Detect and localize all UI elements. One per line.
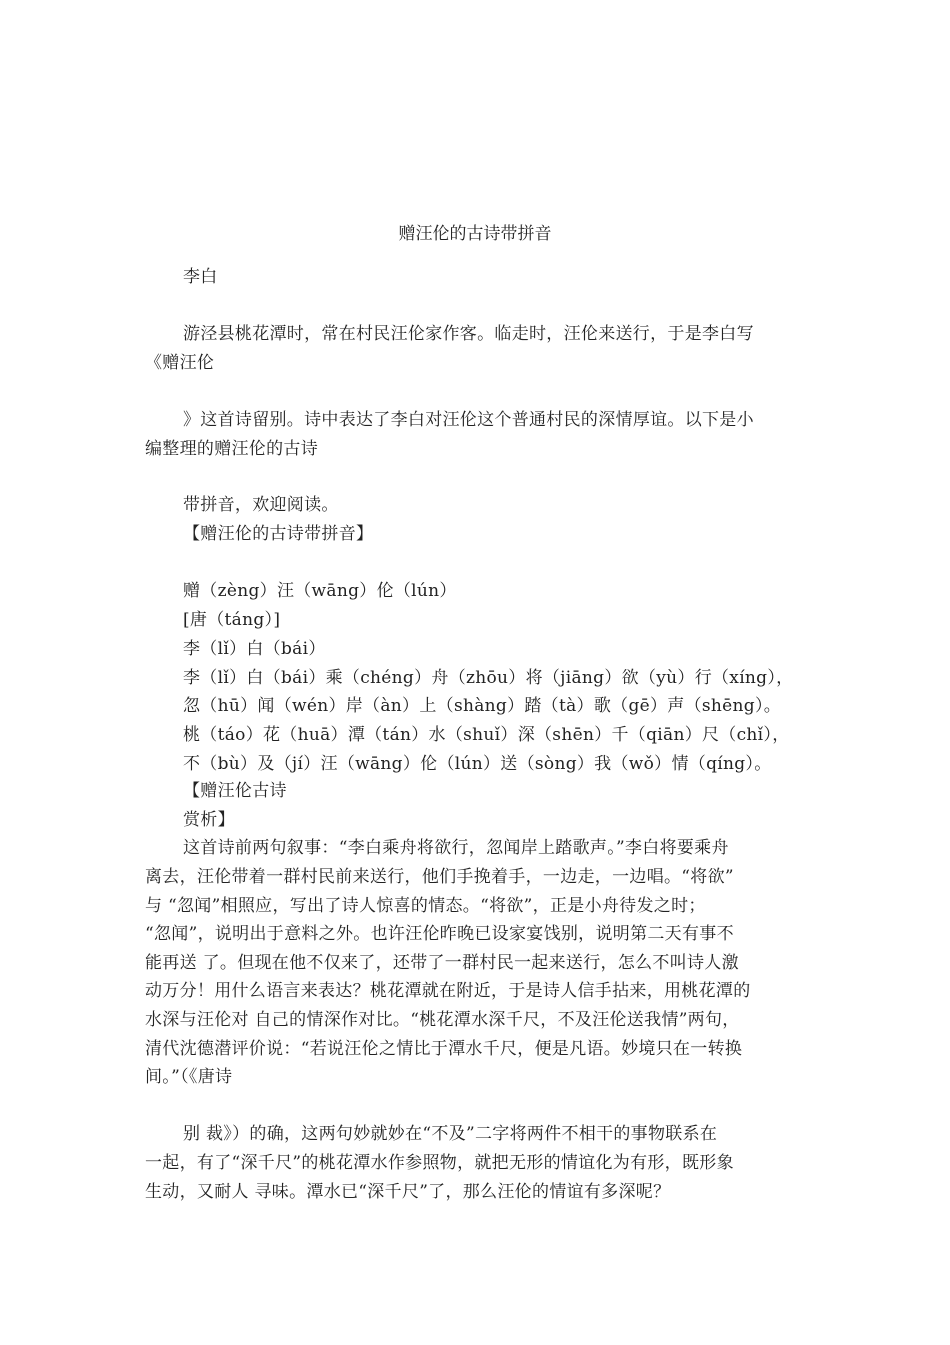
author-name: 李白 xyxy=(183,267,218,287)
poem-line: 忽（hū）闻（wén）岸（àn）上（shàng）踏（tà）歌（gē）声（shēng）。 xyxy=(183,696,782,716)
poem-line: 李（lǐ）白（bái）乘（chéng）舟（zhōu）将（jiāng）欲（yù）行（xíng）， xyxy=(183,668,794,688)
intro-line: 》这首诗留别。诗中表达了李白对汪伦这个普通村民的深情厚谊。以下是小 xyxy=(183,410,754,430)
appreciation-line: “忽闻”，说明出于意料之外。也许汪伦昨晚已设家宴饯别，说明第二天有事不 xyxy=(145,924,734,944)
appreciation-line: 间。”（《唐诗 xyxy=(145,1067,233,1087)
intro-line: 带拼音，欢迎阅读。 xyxy=(183,495,339,515)
appreciation-line: 别 裁》）的确，这两句妙就妙在“不及”二字将两件不相干的事物联系在 xyxy=(183,1124,718,1144)
poem-dynasty: [唐（táng）] xyxy=(183,610,281,630)
intro-line: 编整理的赠汪伦的古诗 xyxy=(145,439,318,459)
appreciation-line: 动万分！用什么语言来表达？桃花潭就在附近，于是诗人信手拈来，用桃花潭的 xyxy=(145,981,751,1001)
intro-line: 游泾县桃花潭时，常在村民汪伦家作客。临走时，汪伦来送行，于是李白写 xyxy=(183,324,754,344)
appreciation-line: 与 “忽闻”相照应，写出了诗人惊喜的情态。“将欲”，正是小舟待发之时； xyxy=(145,896,706,916)
section-heading: 【赠汪伦的古诗带拼音】 xyxy=(183,524,374,544)
appreciation-line: 水深与汪伦对 自己的情深作对比。“桃花潭水深千尺，不及汪伦送我情”两句， xyxy=(145,1010,740,1030)
poem-line: 桃（táo）花（huā）潭（tán）水（shuǐ）深（shēn）千（qiān）尺（chǐ）， xyxy=(183,725,790,745)
appreciation-line: 一起，有了“深千尺”的桃花潭水作参照物，就把无形的情谊化为有形，既形象 xyxy=(145,1153,734,1173)
poem-line: 不（bù）及（jí）汪（wāng）伦（lún）送（sòng）我（wǒ）情（qíng）。 xyxy=(183,754,772,774)
appreciation-line: 清代沈德潜评价说：“若说汪伦之情比于潭水千尺，便是凡语。妙境只在一转换 xyxy=(145,1039,743,1059)
appreciation-heading: 【赠汪伦古诗 xyxy=(183,781,287,801)
poem-title-pinyin: 赠（zèng）汪（wāng）伦（lún） xyxy=(183,581,457,601)
intro-line: 《赠汪伦 xyxy=(145,353,215,373)
page-title: 赠汪伦的古诗带拼音 xyxy=(398,224,552,244)
appreciation-line: 这首诗前两句叙事：“李白乘舟将欲行，忽闻岸上踏歌声。”李白将要乘舟 xyxy=(183,838,729,858)
appreciation-line: 离去，汪伦带着一群村民前来送行，他们手挽着手，一边走，一边唱。“将欲” xyxy=(145,867,734,887)
appreciation-line: 能再送 了。但现在他不仅来了，还带了一群村民一起来送行，怎么不叫诗人激 xyxy=(145,953,739,973)
poem-author-pinyin: 李（lǐ）白（bái） xyxy=(183,639,326,659)
appreciation-heading: 赏析】 xyxy=(183,810,235,830)
appreciation-line: 生动，又耐人 寻味。潭水已“深千尺”了，那么汪伦的情谊有多深呢？ xyxy=(145,1182,671,1202)
